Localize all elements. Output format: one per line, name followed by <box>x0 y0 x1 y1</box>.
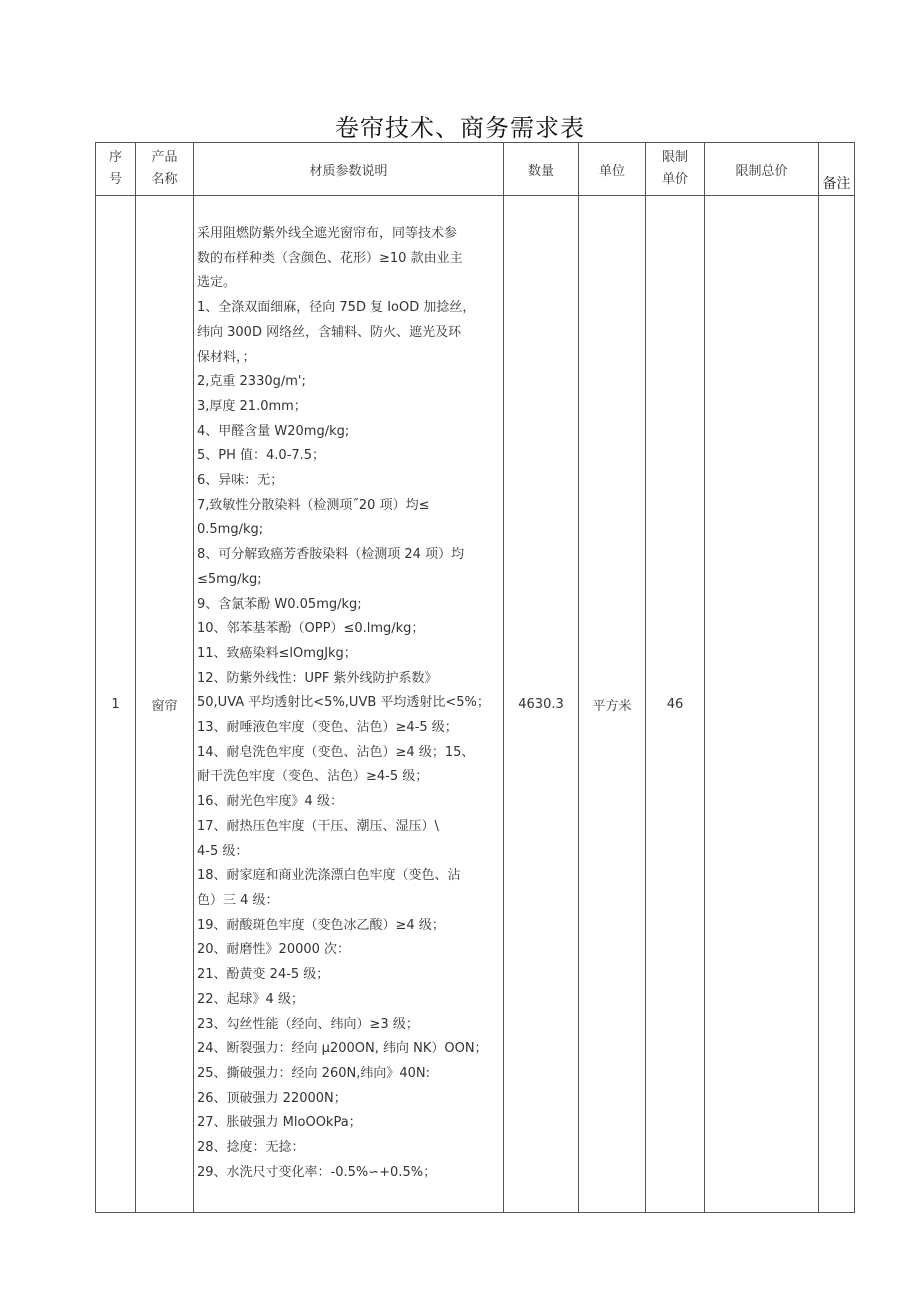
spec-line: 7,致敏性分散染料（检测项˝20 项）均≤ <box>197 497 430 513</box>
spec-lines <box>197 222 501 1185</box>
spec-line: 纬向 300D 网络丝，含辅料、防火、遮光及环 <box>197 324 462 340</box>
cell-spec <box>194 196 504 1213</box>
header-price <box>646 143 705 196</box>
header-seq-line2: 号 <box>108 172 122 187</box>
spec-line: 25、撕破强力：经向 260N,纬向》40N: <box>197 1065 430 1081</box>
spec-line: 13、耐唾液色牢度（变色、沾色）≥4-5 级； <box>197 720 458 736</box>
spec-line: 4-5 级： <box>197 843 249 859</box>
spec-line: 21、酚黄变 24-5 级； <box>197 967 330 983</box>
spec-line: 18、耐家庭和商业洗涤漂白色牢度（变色、沾 <box>197 868 461 884</box>
spec-line: 6、异味：无； <box>197 473 284 489</box>
cell-qty: 4630.3 <box>504 196 579 1213</box>
header-row <box>96 143 855 196</box>
spec-line: ≤5mg∕kg; <box>197 571 262 587</box>
spec-line: 数的布样种类（含颜色、花形）≥10 款由业主 <box>197 250 463 266</box>
spec-line: 29、水洗尺寸变化率：-0.5%∽+0.5%； <box>197 1164 437 1180</box>
header-total: 限制总价 <box>705 143 819 196</box>
spec-line: 23、勾丝性能（经向、纬向）≥3 级； <box>197 1016 419 1032</box>
spec-line: 5、PH 值：4.0-7.5； <box>197 448 326 464</box>
cell-product: 窗帘 <box>136 196 194 1213</box>
spec-line: 19、耐酸斑色牢度（变色冰乙酸）≥4 级； <box>197 917 445 933</box>
header-price-line2: 单价 <box>661 172 688 187</box>
spec-line: 9、含氯苯酚 W0.05mg∕kg; <box>197 596 362 612</box>
header-price-line1: 限制 <box>661 150 688 165</box>
spec-line: 22、起球》4 级； <box>197 991 304 1007</box>
header-qty: 数量 <box>504 143 579 196</box>
cell-seq: 1 <box>96 196 136 1213</box>
spec-line: 28、捻度：无捻： <box>197 1140 305 1156</box>
spec-line: 17、耐热压色牢度（干压、潮压、湿压）\ <box>197 818 439 834</box>
spec-line: 24、断裂强力：经向 μ200ON, 纬向 NK）OON； <box>197 1041 488 1057</box>
spec-line: 保材料，； <box>197 349 256 365</box>
header-seq <box>96 143 136 196</box>
spec-line: 50,UVA 平均透射比<5%,UVB 平均透射比<5%； <box>197 695 490 711</box>
spec-line: 26、顶破强力 22000N； <box>197 1090 347 1106</box>
header-unit: 单位 <box>579 143 646 196</box>
spec-line: 选定。 <box>197 275 237 291</box>
cell-unit: 平方米 <box>579 196 646 1213</box>
header-spec: 材质参数说明 <box>194 143 504 196</box>
cell-remark <box>819 196 855 1213</box>
spec-line: 色）三 4 级： <box>197 892 279 908</box>
spec-line: 12、防紫外线性：UPF 紫外线防护系数》 <box>197 670 438 686</box>
requirements-table <box>95 142 855 1213</box>
spec-line: 8、可分解致癌芳香胺染料（检测项 24 项）均 <box>197 547 465 563</box>
header-remark: 备注 <box>819 143 855 196</box>
spec-line: 4、甲醛含量 W20mg∕kg; <box>197 423 350 439</box>
spec-line: 11、致癌染料≤lOmgJkg； <box>197 645 357 661</box>
table-row <box>96 196 855 1213</box>
header-product-line1: 产品 <box>151 150 178 165</box>
cell-total <box>705 196 819 1213</box>
header-seq-line1: 序 <box>108 150 122 165</box>
spec-line: 采用阻燃防紫外线全遮光窗帘布，同等技术参 <box>197 226 458 241</box>
spec-line: 16、耐光色牢度》4 级： <box>197 794 343 810</box>
spec-line: 3,厚度 21.0mm； <box>197 398 307 414</box>
cell-price: 46 <box>646 196 705 1213</box>
spec-line: 2,克重 2330g∕m'; <box>197 374 306 390</box>
spec-line: 0.5mg∕kg; <box>197 522 264 538</box>
spec-line: 20、耐磨性》20000 次： <box>197 942 351 958</box>
spec-line: 27、胀破强力 MloOOkPa； <box>197 1115 362 1131</box>
page-title: 卷帘技术、商务需求表 <box>335 114 585 142</box>
header-product-line2: 名称 <box>151 172 178 187</box>
spec-line: 10、邻苯基苯酚（OPP）≤0.lmg∕kg； <box>197 621 425 637</box>
header-product <box>136 143 194 196</box>
spec-line: 1、全涤双面细麻，径向 75D 复 IoOD 加捻丝， <box>197 300 476 316</box>
spec-line: 14、耐皂洗色牢度（变色、沾色）≥4 级；15、 <box>197 744 475 760</box>
spec-line: 耐干洗色牢度（变色、沾色）≥4-5 级； <box>197 769 429 785</box>
